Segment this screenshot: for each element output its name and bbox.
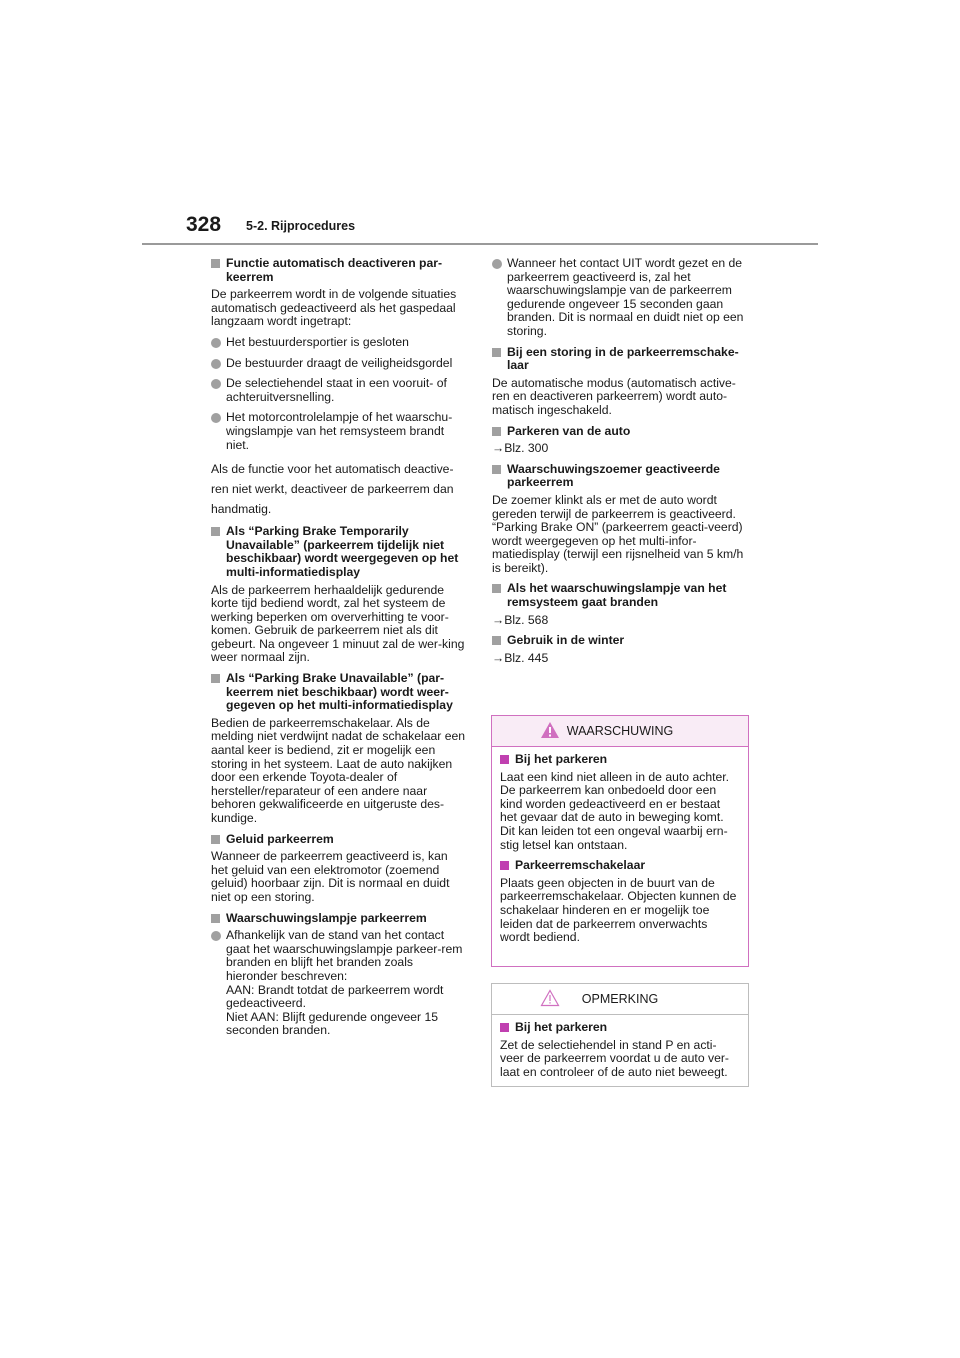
section-heading-brake-light: Als het waarschuwingslampje van het remsysteem gaat branden: [492, 582, 750, 609]
section-title: 5-2. Rijprocedures: [246, 219, 356, 233]
section-heading-switch-failure: Bij een storing in de parkeerremschake-laar: [492, 346, 750, 373]
caution-triangle-icon: [540, 989, 560, 1007]
note-header: [492, 984, 748, 1015]
warning-paragraph: Plaats geen objecten in de buurt van de parkeerremschakelaar. Objecten kunnen de schakelaar hinderen en er mogelijk toe leiden dat de parkeerrem onverwachts wordt bediend.: [500, 875, 737, 945]
warning-paragraph: Laat een kind niet alleen in de auto achter. De parkeerrem kan onbedoeld door een kind worden gedeactiveerd en er bestaat het gevaar dat de auto in beweging komt. Dit kan leiden tot een ongeval waarbij ern-stig letsel kan ontstaan.: [500, 769, 730, 852]
bullet-item: De bestuurder draagt de veiligheidsgordel: [211, 357, 467, 371]
section-heading-sound: Geluid parkeerrem: [211, 833, 467, 847]
page-reference-link[interactable]: →Blz. 568: [492, 612, 549, 627]
note-heading: Bij het parkeren: [500, 1021, 740, 1035]
warning-box: [491, 715, 749, 967]
paragraph: Als de parkeerrem herhaaldelijk gedurende korte tijd bediend wordt, zal het systeem de werking beperken om oververhitting te voor-komen. Gebruik de parkeerrem niet als dit gebeurt. Na ongeveer 1 minuut zal de wer-king weer normaal zijn.: [211, 582, 465, 665]
bullet-item: Wanneer het contact UIT wordt gezet en de parkeerrem geactiveerd is, zal het waarschuwingslampje van de parkeerrem gedurende ongeveer 15 seconden gaan branden. Dit is normaal en duidt niet op een storing.: [492, 257, 750, 339]
section-heading-winter: Gebruik in de winter: [492, 634, 750, 648]
warning-triangle-icon: [540, 721, 560, 739]
bullet-item: De selectiehendel staat in een vooruit- of achteruitversnelling.: [211, 377, 467, 404]
section-heading-unavailable: Als “Parking Brake Unavailable” (par-keerrem niet beschikbaar) wordt weer-gegeven op het multi-informatiedisplay: [211, 672, 467, 713]
warning-title: WAARSCHUWING: [566, 724, 674, 738]
paragraph: De automatische modus (automatisch active-ren en deactiveren parkeerrem) wordt auto-matisch ingeschakeld.: [492, 375, 736, 417]
warning-heading: Bij het parkeren: [500, 753, 740, 767]
right-column: [492, 257, 750, 672]
paragraph: De parkeerrem wordt in de volgende situaties automatisch gedeactiveerd als het gaspedaal langzaam wordt ingetrapt:: [211, 287, 457, 329]
section-heading-parking: Parkeren van de auto: [492, 425, 750, 439]
page-reference-link[interactable]: →Blz. 300: [492, 441, 549, 456]
bullet-item: Het motorcontrolelampje of het waarschu-wingslampje van het remsysteem brandt niet.: [211, 411, 467, 452]
section-heading-warning-buzzer: Waarschuwingszoemer geactiveerde parkeerrem: [492, 463, 750, 490]
paragraph: Als de functie voor het automatisch deactive-ren niet werkt, deactiveer de parkeerrem dan handmatig.: [211, 462, 454, 517]
section-heading-auto-deactivate: Functie automatisch deactiveren par-keerrem: [211, 257, 467, 284]
left-column: [211, 257, 467, 1045]
paragraph: De zoemer klinkt als er met de auto wordt gereden terwijl de parkeerrem is geactiveerd. “Parking Brake ON” (parkeerrem geacti-veerd) wordt weergegeven op het multi-infor-matiedisplay (terwijl een rijsnelheid van 5 km/h is bereikt).: [492, 492, 744, 575]
warning-heading: Parkeerremschakelaar: [500, 859, 740, 873]
header-divider: [142, 243, 818, 245]
section-heading-warning-light: Waarschuwingslampje parkeerrem: [211, 912, 467, 926]
note-box: [491, 983, 749, 1087]
paragraph: Bedien de parkeerremschakelaar. Als de melding niet verdwijnt nadat de schakelaar een aantal keer is bediend, zit er mogelijk een storing in het systeem. Laat de auto nakijken door een erkende Toyota-dealer of hersteller/reparateur of een andere naar behoren gekwalificeerde en uitgeruste des-kundige.: [211, 715, 466, 825]
section-heading-temporarily-unavailable: Als “Parking Brake Temporarily Unavailable” (parkeerrem tijdelijk niet beschikbaar) wordt weergegeven op het multi-informatiedisplay: [211, 525, 467, 579]
note-paragraph: Zet de selectiehendel in stand P en acti-veer de parkeerrem voordat u de auto ver-laat en controleer of de auto niet beweegt.: [500, 1037, 729, 1079]
page-reference-link[interactable]: →Blz. 445: [492, 650, 549, 665]
warning-header: [492, 716, 748, 747]
page-number: 328: [186, 213, 222, 236]
bullet-item: Het bestuurdersportier is gesloten: [211, 336, 467, 350]
paragraph: Wanneer de parkeerrem geactiveerd is, kan het geluid van een elektromotor (zoemend geluid) hoorbaar zijn. Dit is normaal en duidt niet op een storing.: [211, 849, 450, 904]
bullet-item: Afhankelijk van de stand van het contact gaat het waarschuwingslampje parkeer-rem branden en blijft het branden zoals hieronder beschreven: AAN: Brandt totdat de parkeerrem wordt gedeactiveerd. Niet AAN: Blijft gedurende ongeveer 15 seconden branden.: [211, 929, 467, 1038]
note-title: OPMERKING: [581, 992, 659, 1006]
